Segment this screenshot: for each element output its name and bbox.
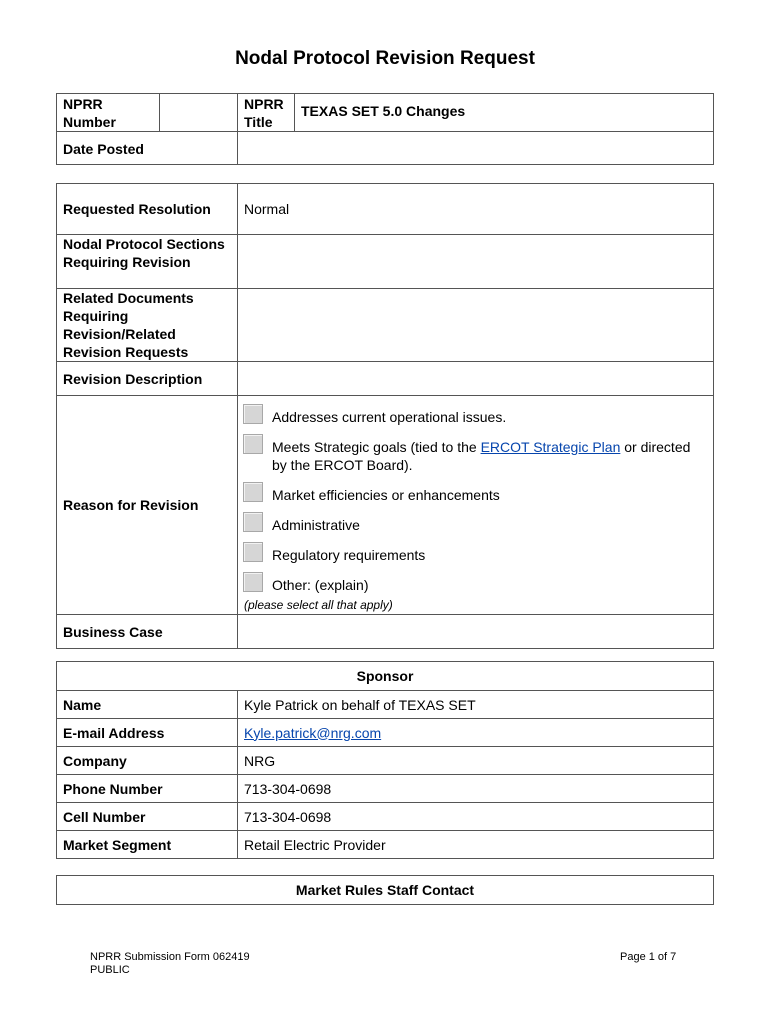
footer-classification: PUBLIC <box>90 964 130 976</box>
staff-contact-header: Market Rules Staff Contact <box>57 876 714 905</box>
business-case-label: Business Case <box>57 615 238 649</box>
sections-label: Nodal Protocol Sections Requiring Revision <box>57 235 238 289</box>
page-title: Nodal Protocol Revision Request <box>235 48 535 69</box>
sponsor-name-value: Kyle Patrick on behalf of TEXAS SET <box>238 691 714 719</box>
sponsor-table <box>56 661 714 859</box>
reason-option-label <box>272 438 707 474</box>
nprr-title-label: NPRR Title <box>238 94 295 132</box>
reason-for-revision-label: Reason for Revision <box>57 396 238 615</box>
checkbox-operational[interactable] <box>243 404 263 424</box>
sponsor-name-label: Name <box>57 691 238 719</box>
reason-option-label: Other: (explain) <box>272 577 369 593</box>
reason-options <box>238 396 714 615</box>
sponsor-segment-label: Market Segment <box>57 831 238 859</box>
related-documents-field[interactable] <box>238 289 714 362</box>
reason-option-label: Regulatory requirements <box>272 547 426 563</box>
requested-resolution-value: Normal <box>238 184 714 235</box>
sections-field[interactable] <box>238 235 714 289</box>
checkbox-regulatory[interactable] <box>243 542 263 562</box>
sponsor-header: Sponsor <box>57 662 714 691</box>
reason-option-label: Market efficiencies or enhancements <box>272 487 500 503</box>
request-details-table <box>56 183 714 649</box>
nprr-number-field[interactable] <box>160 94 238 132</box>
nprr-header-table <box>56 93 714 165</box>
sponsor-email-label: E-mail Address <box>57 719 238 747</box>
reason-option-other <box>243 576 707 594</box>
nprr-number-label: NPRR Number <box>57 94 160 132</box>
date-posted-label: Date Posted <box>57 132 238 165</box>
reason-strategic-text-end: or directed by the ERCOT Board). <box>272 439 691 473</box>
reason-option-regulatory <box>243 546 707 564</box>
sponsor-email-link[interactable]: Kyle.patrick@nrg.com <box>244 724 382 741</box>
sponsor-cell-value: 713-304-0698 <box>238 803 714 831</box>
checkbox-other[interactable] <box>243 572 263 592</box>
sponsor-segment-value: Retail Electric Provider <box>238 831 714 859</box>
sponsor-company-value: NRG <box>238 747 714 775</box>
select-all-hint: (please select all that apply) <box>244 598 393 612</box>
reason-option-strategic <box>243 438 707 474</box>
reason-option-efficiencies <box>243 486 707 504</box>
footer-form-name: NPRR Submission Form 062419 <box>90 951 250 963</box>
sponsor-email-cell <box>238 719 714 747</box>
nprr-title-value: TEXAS SET 5.0 Changes <box>295 94 714 132</box>
date-posted-field[interactable] <box>238 132 714 165</box>
checkbox-efficiencies[interactable] <box>243 482 263 502</box>
business-case-field[interactable] <box>238 615 714 649</box>
footer-page-number: Page 1 of 7 <box>620 951 677 963</box>
checkbox-strategic[interactable] <box>243 434 263 454</box>
ercot-strategic-plan-link[interactable]: ERCOT Strategic Plan <box>480 439 621 455</box>
reason-option-administrative <box>243 516 707 534</box>
related-documents-label: Related Documents Requiring Revision/Related Revision Requests <box>57 289 238 362</box>
sponsor-company-label: Company <box>57 747 238 775</box>
checkbox-administrative[interactable] <box>243 512 263 532</box>
reason-option-label: Addresses current operational issues. <box>272 409 507 425</box>
requested-resolution-label: Requested Resolution <box>57 184 238 235</box>
reason-option-operational <box>243 408 707 426</box>
staff-contact-table <box>56 875 714 905</box>
footer-left <box>90 951 250 977</box>
revision-description-field[interactable] <box>238 362 714 396</box>
sponsor-phone-label: Phone Number <box>57 775 238 803</box>
revision-description-label: Revision Description <box>57 362 238 396</box>
sponsor-phone-value: 713-304-0698 <box>238 775 714 803</box>
sponsor-cell-label: Cell Number <box>57 803 238 831</box>
reason-option-label: Administrative <box>272 517 360 533</box>
reason-strategic-text: Meets Strategic goals (tied to the <box>272 439 481 455</box>
